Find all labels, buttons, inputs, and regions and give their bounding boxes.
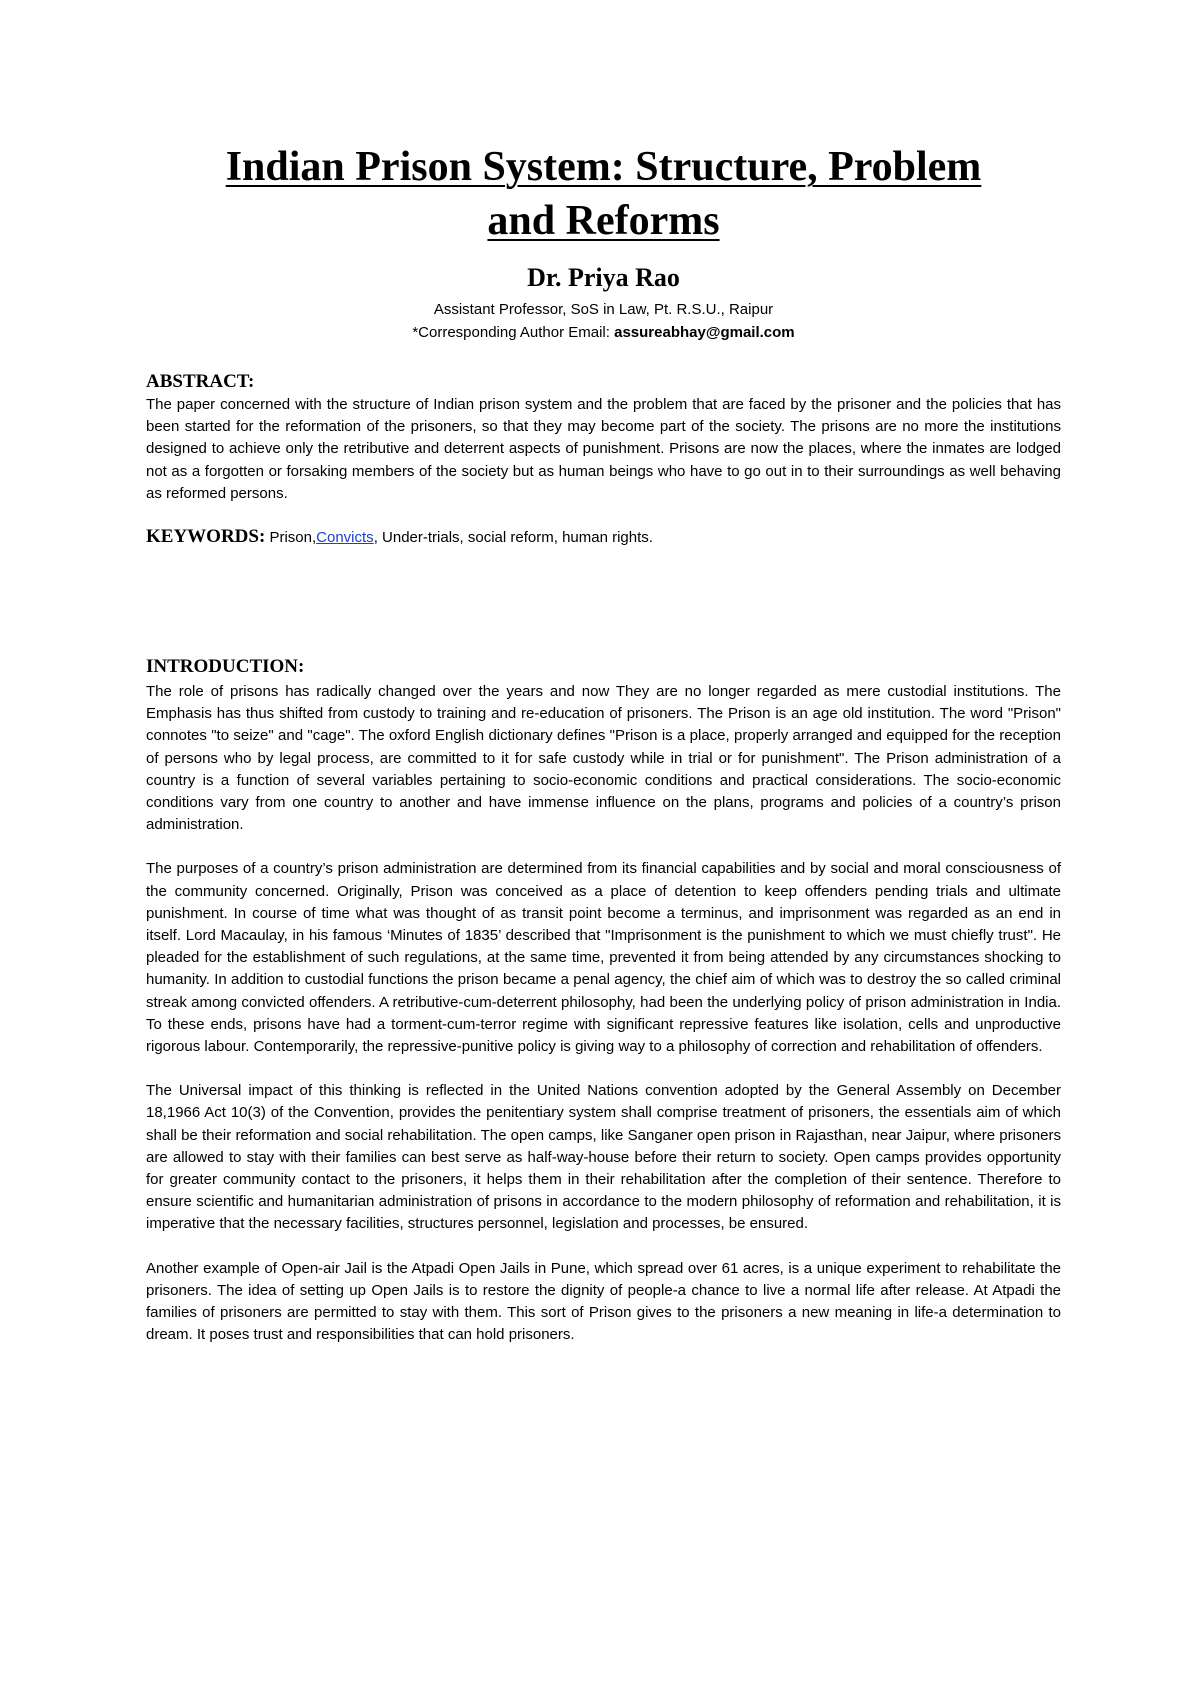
intro-paragraph-2: The purposes of a country’s prison administration are determined from its financial capabilities and by social and moral consciousness of the community concerned. Originally, Prison was conceived as a place of detention to keep offenders pending trials and ultimate punishment. In course of time what was thought of as transit point become a terminus, and imprisonment was regarded as an end in itself. Lord Macaulay, in his famous ‘Minutes of 1835’ described that "Imprisonment is the punishment to which we must chiefly trust". He pleaded for the establishment of such regulations, at the same time, prevented it from being attended by any circumstances shocking to humanity. In addition to custodial functions the prison became a penal agency, the chief aim of which was to destroy the so called criminal streak among convicted offenders. A retributive-cum-deterrent philosophy, had been the underlying policy of prison administration in India. To these ends, prisons have had a torment-cum-terror regime with significant repressive features like isolation, cells and unproductive rigorous labour. Contemporarily, the repressive-punitive policy is giving way to a philosophy of correction and rehabilitation of offenders. — [146, 860, 1061, 1056]
paper-title — [146, 140, 1061, 248]
keyword-convicts-link[interactable]: Convicts — [316, 529, 374, 547]
title-line-1: Indian Prison System: Structure, Problem — [225, 144, 982, 190]
keyword-prison: Prison, — [265, 529, 317, 547]
keywords-label: KEYWORDS: — [146, 526, 266, 548]
author-name: Dr. Priya Rao — [527, 263, 680, 292]
abstract-heading: ABSTRACT: — [146, 371, 255, 392]
intro-paragraph-3: The Universal impact of this thinking is reflected in the United Nations convention adopted by the General Assembly on December 18,1966 Act 10(3) of the Convention, provides the penitentiary system shall comprise treatment of prisoners, the essentials aim of which shall be their reformation and social rehabilitation. The open camps, like Sanganer open prison in Rajasthan, near Jaipur, where prisoners are allowed to stay with their families can best serve as half-way-house before their return to society. Open camps provides opportunity for greater community contact to the prisoners, it helps them in their rehabilitation after the completion of their sentence. Therefore to ensure scientific and humanitarian administration of prisons in accordance to the modern philosophy of reformation and rehabilitation, it is imperative that the necessary facilities, structures personnel, legislation and processes, be ensured. — [146, 1082, 1061, 1233]
keywords-line — [146, 525, 1061, 550]
intro-paragraph-4: Another example of Open-air Jail is the Atpadi Open Jails in Pune, which spread over 61 acres, is a unique experiment to rehabilitate the prisoners. The idea of setting up Open Jails is to restore the dignity of people-a chance to live a normal life after release. At Atpadi the families of prisoners are permitted to stay with them. This sort of Prison gives to the prisoners a new meaning in life-a determination to dream. It poses trust and responsibilities that can hold prisoners. — [146, 1259, 1061, 1344]
intro-paragraph-1: The role of prisons has radically changed over the years and now They are no longer regarded as mere custodial institutions. The Emphasis has thus shifted from custody to training and re-education of prisoners. The Prison is an age old institution. The word "Prison" connotes "to seize" and "cage". The oxford English dictionary defines "Prison is a place, properly arranged and equipped for the reception of persons who by legal process, are committed to it for safe custody while in trial or for punishment". The Prison administration of a country is a function of several variables pertaining to socio-economic conditions and practical considerations. The socio-economic conditions vary from one country to another and have immense influence on the plans, programs and policies of a country’s prison administration. — [146, 683, 1061, 834]
introduction-heading: INTRODUCTION: — [146, 656, 305, 677]
keywords-rest: , Under-trials, social reform, human rights. — [373, 529, 653, 547]
title-line-2: and Reforms — [487, 198, 720, 244]
author-email: assureabhay@gmail.com — [614, 324, 795, 341]
introduction-body — [146, 681, 1061, 1346]
author-affiliation: Assistant Professor, SoS in Law, Pt. R.S.U., Raipur — [433, 301, 774, 318]
document-page — [146, 140, 1061, 1344]
abstract-text: The paper concerned with the structure of Indian prison system and the problem that are faced by the prisoner and the policies that has been started for the reformation of the prisoners, so that they may become part of the society. The prisons are no more the institutions designed to achieve only the retributive and deterrent aspects of punishment. Prisons are now the places, where the inmates are lodged not as a forgotten or forsaking members of the society but as human beings who have to go out in to their surroundings as well behaving as reformed persons. — [146, 396, 1061, 502]
corresponding-email-line — [146, 321, 1061, 344]
email-label: *Corresponding Author Email: — [412, 324, 615, 341]
